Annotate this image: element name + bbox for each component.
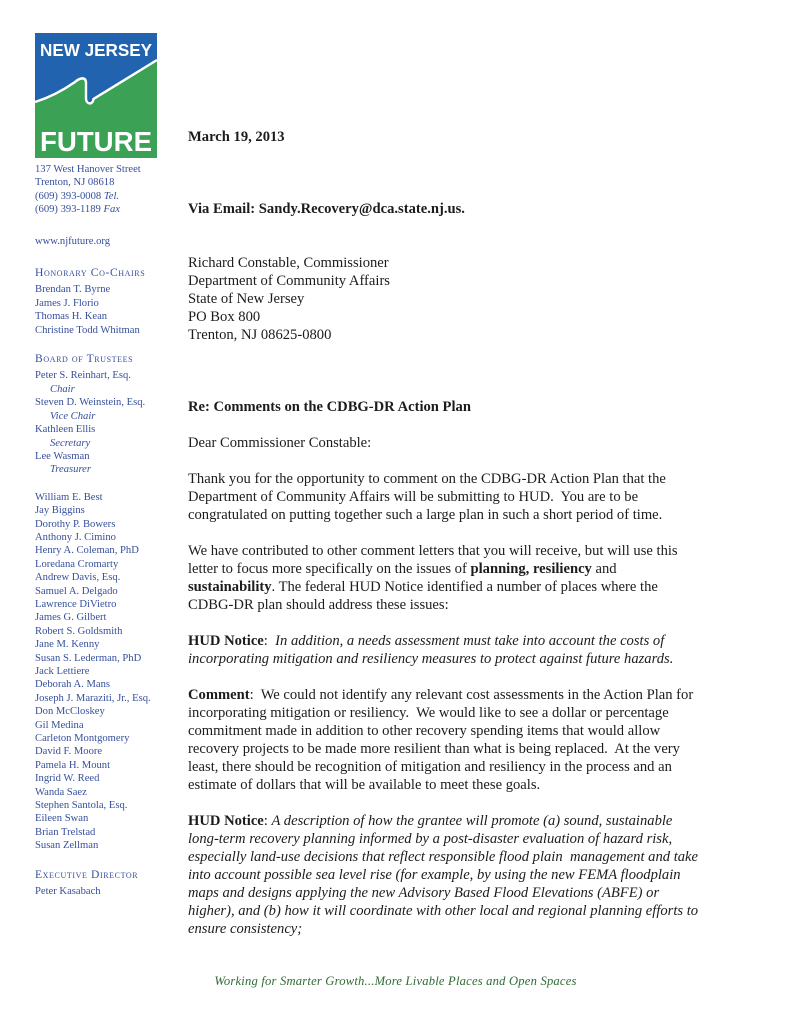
officer-name: Lee Wasman — [35, 450, 90, 462]
trustee-name: Dorothy P. Bowers — [35, 518, 116, 530]
footer-tagline: Working for Smarter Growth...More Livable Places and Open Spaces — [214, 974, 577, 988]
re-line: Re: Comments on the CDBG-DR Action Plan — [188, 399, 471, 415]
trustee-name: David F. Moore — [35, 746, 103, 758]
trustee-name: Pamela H. Mount — [35, 759, 111, 771]
officer-title: Secretary — [50, 437, 91, 449]
trustee-name: Jane M. Kenny — [35, 639, 100, 651]
trustee-name: Susan Zellman — [35, 840, 99, 852]
trustee-name: Stephen Santola, Esq. — [35, 800, 128, 812]
comment-label: Comment — [188, 687, 250, 703]
honorary-name: Christine Todd Whitman — [35, 324, 140, 336]
trustee-name: Brian Trelstad — [35, 826, 96, 838]
trustee-name: Anthony J. Cimino — [35, 531, 116, 543]
logo-newjersey-text: NEW JERSEY — [40, 40, 153, 60]
hud-notice-sep: : — [263, 813, 272, 829]
letter-body — [188, 128, 704, 956]
executive-director-heading: Executive Director — [35, 867, 139, 881]
logo-future-text: FUTURE — [40, 126, 152, 157]
trustee-name: Carleton Montgomery — [35, 733, 130, 745]
address-line: 137 West Hanover Street — [35, 164, 141, 175]
trustee-name: Lawrence DiVietro — [35, 598, 117, 610]
recipient-line: Richard Constable, Commissioner — [188, 255, 389, 271]
executive-director-name: Peter Kasabach — [35, 886, 101, 898]
trustee-name: Jack Lettiere — [35, 666, 90, 677]
honorary-cochairs-list — [35, 283, 175, 337]
comment-text: We could not identify any relevant cost assessments in the Action Plan for incorporating mitigation or resiliency. We would like to see a dollar or percentage commitment made in addition to other recovery spending items that would allow recovery projects to be made more resilient than what is being replaced. At the very least, there should be recognition of mitigation and resiliency in the process and an estimate of dollars that will be available to meet these goals. — [188, 687, 697, 793]
trustee-name: Susan S. Lederman, PhD — [35, 652, 142, 664]
nj-future-logo-graphic — [35, 33, 157, 158]
hud-notice-text: In addition, a needs assessment must take into account the costs of incorporating mitigation and resiliency measures to protect against future hazards. — [188, 633, 674, 667]
honorary-name: Brendan T. Byrne — [35, 284, 111, 296]
hud-notice-label: HUD Notice — [188, 813, 264, 829]
tel-label: Tel. — [103, 190, 120, 202]
trustee-name: Samuel A. Delgado — [35, 585, 118, 597]
recipient-line: State of New Jersey — [188, 291, 305, 307]
hud-notice-2 — [188, 812, 704, 938]
honorary-cochairs-heading: Honorary Co-Chairs — [35, 266, 146, 280]
trustees-list — [35, 491, 175, 853]
website-text: www.njfuture.org — [35, 235, 111, 247]
hud-notice-label: HUD Notice — [188, 633, 264, 649]
trustee-name: James G. Gilbert — [35, 612, 107, 624]
trustee-name: Loredana Cromarty — [35, 558, 119, 570]
fax-number: (609) 393-1189 — [35, 204, 104, 216]
recipient-lines — [188, 254, 704, 344]
honorary-name: James J. Florio — [35, 297, 99, 309]
hud-notice-1 — [188, 632, 704, 668]
officer-name: Peter S. Reinhart, Esq. — [35, 370, 131, 382]
officer-name: Steven D. Weinstein, Esq. — [35, 397, 146, 409]
para2-bold-planning: planning, resiliency — [470, 561, 592, 577]
salutation: Dear Commissioner Constable: — [188, 435, 372, 451]
fax-line — [35, 203, 175, 216]
address-line: Trenton, NJ 08618 — [35, 177, 115, 189]
letterhead-address — [35, 163, 175, 217]
board-officers-list — [35, 369, 175, 476]
fax-label: Fax — [103, 204, 120, 216]
tel-number: (609) 393-0008 — [35, 190, 104, 202]
trustee-name: William E. Best — [35, 491, 103, 503]
officer-title: Chair — [50, 383, 75, 395]
para2-bold-sustainability: sustainability — [188, 579, 272, 595]
officer-name: Kathleen Ellis — [35, 424, 96, 436]
comment-sep: : — [249, 687, 261, 703]
trustee-name: Jay Biggins — [35, 505, 85, 517]
paragraph-focus — [188, 542, 704, 614]
trustee-name: Don McCloskey — [35, 706, 105, 718]
recipient-block — [188, 164, 704, 380]
letter-date: March 19, 2013 — [188, 129, 285, 145]
comment-paragraph — [188, 686, 704, 794]
para2-post: . The federal HUD Notice identified a number of places where the CDBG-DR plan should address these issues: — [188, 579, 662, 613]
letterhead-sidebar — [35, 33, 175, 899]
trustee-name: Wanda Saez — [35, 786, 87, 798]
tel-line — [35, 190, 175, 203]
officer-title: Treasurer — [50, 464, 92, 476]
recipient-line: Department of Community Affairs — [188, 273, 390, 289]
board-of-trustees-heading: Board of Trustees — [35, 352, 134, 366]
via-email-line: Via Email: Sandy.Recovery@dca.state.nj.us. — [188, 201, 465, 217]
recipient-line: PO Box 800 — [188, 309, 261, 325]
trustee-name: Andrew Davis, Esq. — [35, 572, 121, 584]
trustee-name: Ingrid W. Reed — [35, 773, 100, 785]
hud-notice-text: A description of how the grantee will promote (a) sound, sustainable long-term recovery planning informed by a post-disaster evaluation of hazard risk, especially land-use decisions that reflect responsible flood plain management and take into account possible sea level rise (for example, by using the new FEMA floodplain maps and designs applying the new Advisory Based Flood Elevations (ABFE) or higher), and (b) how it will coordinate with other local and regional planning efforts to ensure consistency; — [188, 813, 702, 937]
para2-pre: We have contributed to other comment letters that you will receive, but will use this letter to focus more specifically on the issues of — [188, 543, 682, 577]
nj-future-logo — [35, 33, 157, 158]
trustee-name: Eileen Swan — [35, 813, 89, 825]
honorary-name: Thomas H. Kean — [35, 311, 108, 323]
paragraph-thank-you: Thank you for the opportunity to comment on the CDBG-DR Action Plan that the Department of Community Affairs will be submitting to HUD. You are to be congratulated on putting together such a large plan in such a short period of time. — [188, 471, 670, 523]
recipient-line: Trenton, NJ 08625-0800 — [188, 327, 332, 343]
trustee-name: Gil Medina — [35, 719, 84, 731]
para2-mid: and — [591, 561, 621, 577]
trustee-name: Joseph J. Maraziti, Jr., Esq. — [35, 692, 151, 704]
officer-title: Vice Chair — [50, 410, 96, 422]
trustee-name: Robert S. Goldsmith — [35, 625, 123, 637]
hud-notice-sep: : — [263, 633, 276, 649]
trustee-name: Deborah A. Mans — [35, 679, 111, 691]
trustee-name: Henry A. Coleman, PhD — [35, 545, 139, 557]
